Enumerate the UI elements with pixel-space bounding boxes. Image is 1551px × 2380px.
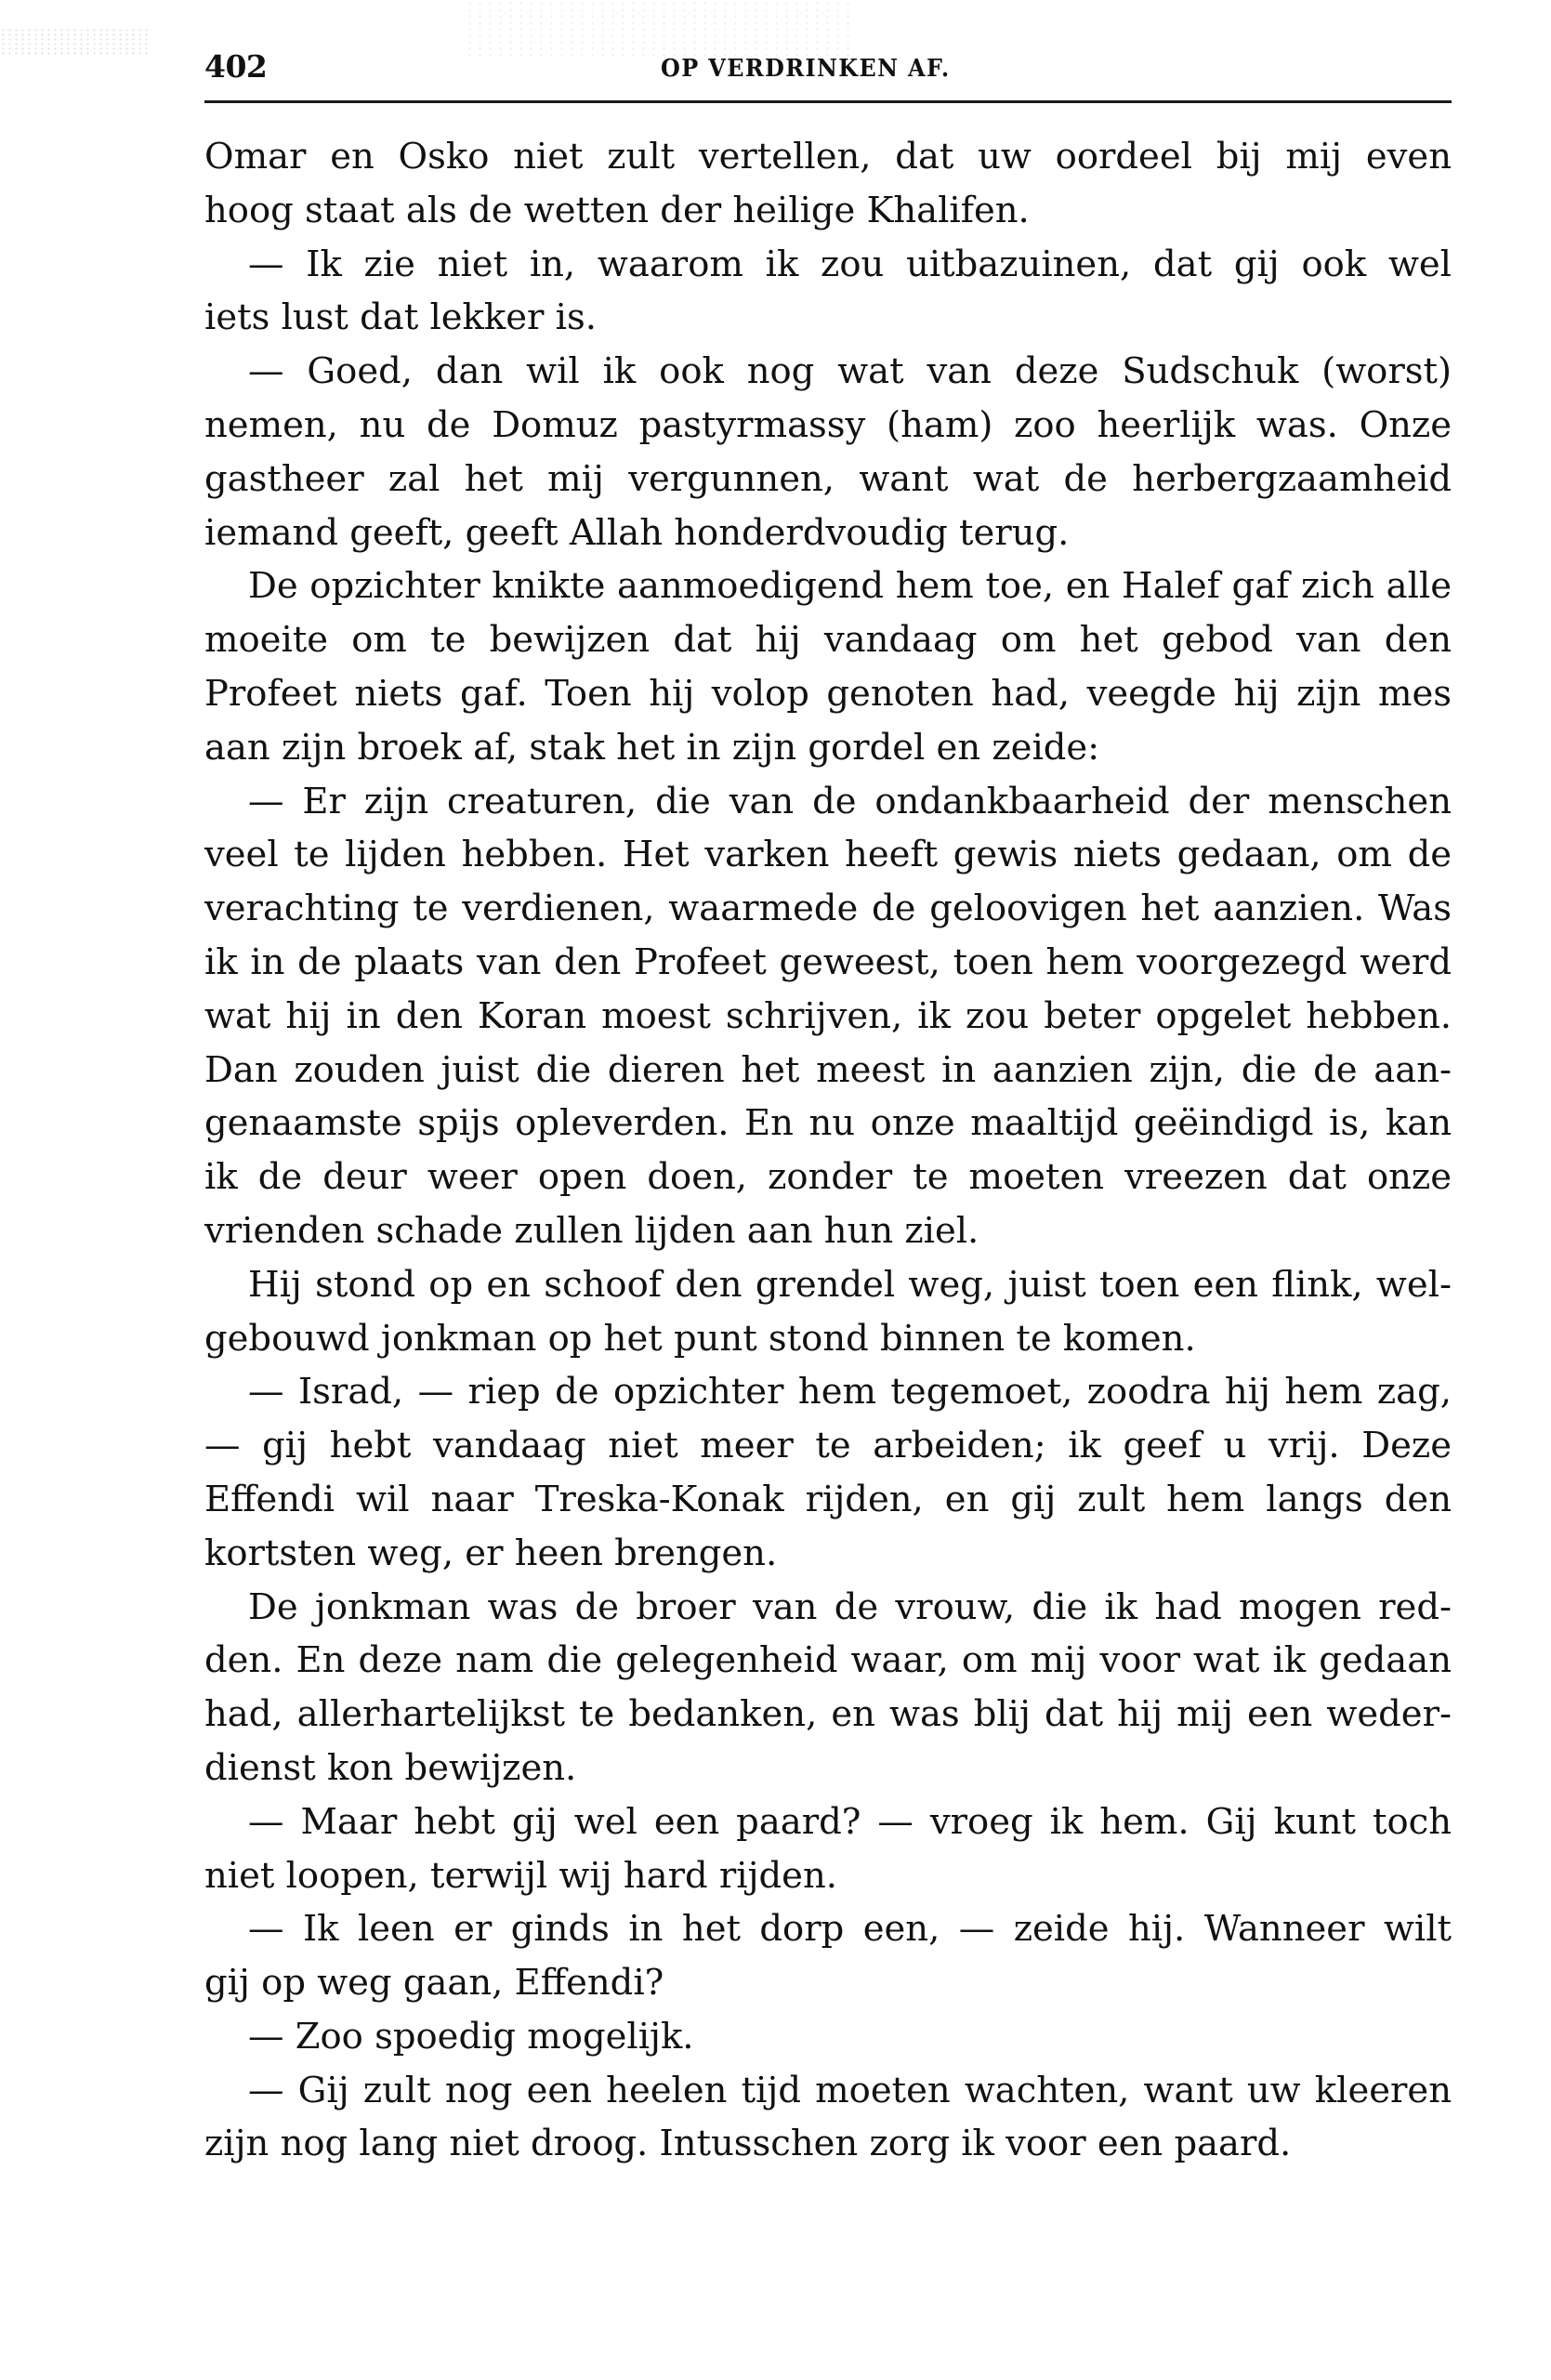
paragraph <box>204 345 1452 559</box>
text-line: wat hij in den Koran moest schrijven, ik zou beter opgelet hebben. <box>204 994 1452 1037</box>
text-line: Omar en Osko niet zult vertellen, dat uw oordeel bij mij even <box>204 136 1452 178</box>
text-line: — Ik leen er ginds in het dorp een, — zeide hij. Wanneer wilt <box>248 1908 1452 1951</box>
paragraph <box>204 2064 1452 2172</box>
text-line: niet loopen, terwijl wij hard rijden. <box>204 1854 837 1897</box>
text-line: iets lust dat lekker is. <box>204 296 597 339</box>
text-line: — Israd, — riep de opzichter hem tegemoet, zoodra hij hem zag, <box>248 1371 1452 1414</box>
text-line: zijn nog lang niet droog. Intusschen zorg ik voor een paard. <box>204 2123 1292 2165</box>
text-line: iemand geeft, geeft Allah honderdvoudig terug. <box>204 511 1070 554</box>
text-line: — Goed, dan wil ik ook nog wat van deze Sudschuk (worst) <box>248 350 1452 393</box>
text-line: dienst kon bewijzen. <box>204 1746 577 1789</box>
text-line: — Zoo spoedig mogelijk. <box>248 2015 694 2058</box>
paragraph <box>204 2010 1452 2064</box>
paragraph <box>204 238 1452 346</box>
paragraph <box>204 1795 1452 1903</box>
text-line: Dan zouden juist die dieren het meest in aanzien zijn, die de aan- <box>204 1048 1452 1091</box>
text-line: aan zijn broek af, stak het in zijn gordel en zeide: <box>204 726 1100 769</box>
text-line: ik de deur weer open doen, zonder te moeten vreezen dat onze <box>204 1156 1452 1199</box>
scan-noise <box>465 0 855 56</box>
text-line: verachting te verdienen, waarmede de geloovigen het aanzien. Was <box>204 888 1452 930</box>
running-title: OP VERDRINKEN AF. <box>661 55 951 83</box>
paragraph <box>204 130 1452 238</box>
text-line: De jonkman was de broer van de vrouw, die ik had mogen red- <box>248 1585 1452 1628</box>
text-line: had, allerhartelijkst te bedanken, en was blij dat hij mij een weder- <box>204 1693 1452 1736</box>
scan-noise <box>0 28 149 56</box>
text-line: Hij stond op en schoof den grendel weg, juist toen een flink, wel- <box>248 1263 1452 1306</box>
text-line: gij op weg gaan, Effendi? <box>204 1962 664 2005</box>
paragraph <box>204 1581 1452 1795</box>
text-line: genaamste spijs opleverden. En nu onze maaltijd geëindigd is, kan <box>204 1102 1452 1145</box>
page-number: 402 <box>204 48 268 85</box>
paragraph <box>204 1902 1452 2010</box>
text-line: Profeet niets gaf. Toen hij volop genoten had, veegde hij zijn mes <box>204 672 1452 715</box>
text-line: — Gij zult nog een heelen tijd moeten wachten, want uw kleeren <box>248 2069 1452 2111</box>
paragraph <box>204 1258 1452 1366</box>
paragraph <box>204 1365 1452 1580</box>
text-line: den. En deze nam die gelegenheid waar, om mij voor wat ik gedaan <box>204 1639 1452 1682</box>
text-line: gebouwd jonkman op het punt stond binnen te komen. <box>204 1317 1196 1360</box>
header-rule <box>204 100 1452 103</box>
text-line: — Ik zie niet in, waarom ik zou uitbazuinen, dat gij ook wel <box>248 243 1452 285</box>
text-line: — gij hebt vandaag niet meer te arbeiden; ik geef u vrij. Deze <box>204 1425 1452 1467</box>
text-line: hoog staat als de wetten der heilige Khalifen. <box>204 189 1030 231</box>
text-line: veel te lijden hebben. Het varken heeft gewis niets gedaan, om de <box>204 834 1452 876</box>
text-line: moeite om te bewijzen dat hij vandaag om het gebod van den <box>204 619 1452 662</box>
text-line: De opzichter knikte aanmoedigend hem toe, en Halef gaf zich alle <box>248 565 1452 608</box>
text-line: kortsten weg, er heen brengen. <box>204 1532 778 1574</box>
body-text <box>204 130 1452 2171</box>
text-line: Effendi wil naar Treska-Konak rijden, en gij zult hem langs den <box>204 1478 1452 1520</box>
text-line: gastheer zal het mij vergunnen, want wat de herbergzaamheid <box>204 457 1452 500</box>
text-line: nemen, nu de Domuz pastyrmassy (ham) zoo heerlijk was. Onze <box>204 403 1452 446</box>
paragraph <box>204 775 1452 1258</box>
text-line: ik in de plaats van den Profeet geweest, toen hem voorgezegd werd <box>204 940 1452 983</box>
running-head <box>204 48 1452 85</box>
paragraph <box>204 559 1452 774</box>
text-line: — Maar hebt gij wel een paard? — vroeg ik hem. Gij kunt toch <box>248 1800 1452 1843</box>
text-line: — Er zijn creaturen, die van de ondankbaarheid der menschen <box>248 780 1452 822</box>
text-line: vrienden schade zullen lijden aan hun ziel. <box>204 1209 979 1252</box>
